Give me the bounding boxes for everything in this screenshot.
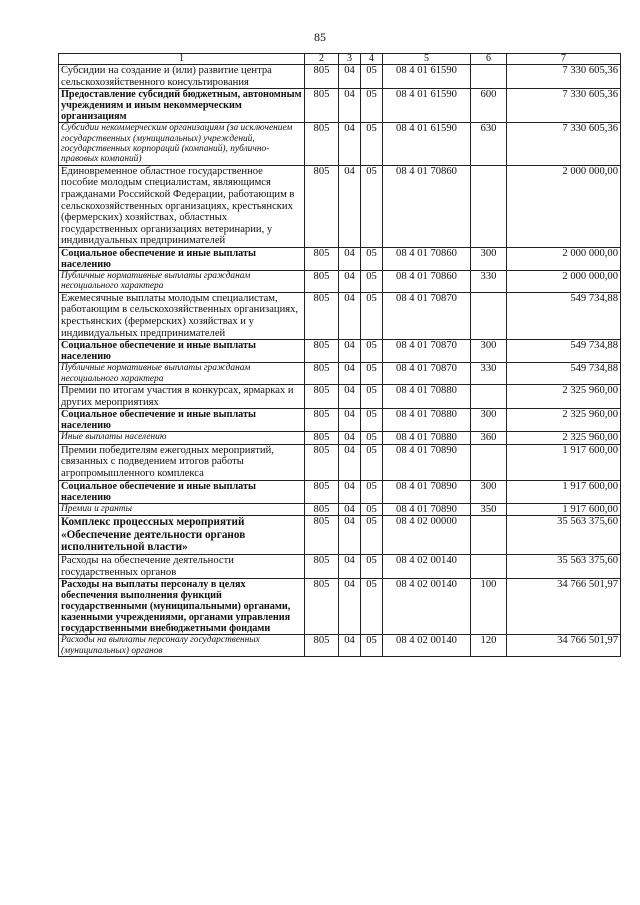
section-code-cell: 04 <box>339 165 361 247</box>
amount-cell: 34 766 501,97 <box>507 579 621 635</box>
table-body <box>59 54 621 657</box>
target-article-code-cell: 08 4 01 70880 <box>383 432 471 445</box>
target-article-code-cell: 08 4 02 00140 <box>383 579 471 635</box>
subsection-code-cell: 05 <box>361 503 383 516</box>
subsection-code-cell: 05 <box>361 554 383 578</box>
target-article-code-cell: 08 4 01 61590 <box>383 89 471 123</box>
table-row <box>59 409 621 432</box>
table-row <box>59 516 621 555</box>
target-article-code-cell: 08 4 01 70870 <box>383 292 471 339</box>
header-cell: 1 <box>59 54 305 65</box>
ministry-code-cell: 805 <box>305 247 339 270</box>
header-cell: 4 <box>361 54 383 65</box>
amount-cell: 549 734,88 <box>507 292 621 339</box>
amount-cell: 35 563 375,60 <box>507 554 621 578</box>
amount-cell: 7 330 605,36 <box>507 65 621 89</box>
subsection-code-cell: 05 <box>361 247 383 270</box>
ministry-code-cell: 805 <box>305 65 339 89</box>
table-row <box>59 432 621 445</box>
table-row <box>59 444 621 480</box>
section-code-cell: 04 <box>339 247 361 270</box>
section-code-cell: 04 <box>339 65 361 89</box>
subsection-code-cell: 05 <box>361 444 383 480</box>
subsection-code-cell: 05 <box>361 292 383 339</box>
target-article-code-cell: 08 4 02 00000 <box>383 516 471 555</box>
amount-cell: 549 734,88 <box>507 340 621 363</box>
ministry-code-cell: 805 <box>305 340 339 363</box>
amount-cell: 1 917 600,00 <box>507 503 621 516</box>
ministry-code-cell: 805 <box>305 635 339 657</box>
subsection-code-cell: 05 <box>361 409 383 432</box>
ministry-code-cell: 805 <box>305 554 339 578</box>
row-name-cell: Расходы на выплаты персоналу государственных (муниципальных) органов <box>59 635 305 657</box>
header-cell: 2 <box>305 54 339 65</box>
row-name-cell: Единовременное областное государственное пособие молодым специалистам, являющимся гражданами Российской Федерации, работающим в сельскохозяйственных организациях, крестьянских (фермерских) хозяйствах, областных государственных организациях ветеринарии, у индивидуальных предпринимателей <box>59 165 305 247</box>
table-row <box>59 579 621 635</box>
table-row <box>59 503 621 516</box>
expense-type-code-cell: 630 <box>471 123 507 166</box>
row-name-cell: Расходы на обеспечение деятельности государственных органов <box>59 554 305 578</box>
amount-cell: 7 330 605,36 <box>507 123 621 166</box>
amount-cell: 7 330 605,36 <box>507 89 621 123</box>
subsection-code-cell: 05 <box>361 165 383 247</box>
row-name-cell: Субсидии некоммерческим организациям (за исключением государственных (муниципальных) учреждений, государственных корпораций (компаний), публично-правовых компаний) <box>59 123 305 166</box>
ministry-code-cell: 805 <box>305 363 339 385</box>
amount-cell: 2 000 000,00 <box>507 270 621 292</box>
amount-cell: 2 325 960,00 <box>507 384 621 408</box>
expense-type-code-cell: 120 <box>471 635 507 657</box>
expense-type-code-cell <box>471 554 507 578</box>
target-article-code-cell: 08 4 01 70870 <box>383 363 471 385</box>
subsection-code-cell: 05 <box>361 432 383 445</box>
subsection-code-cell: 05 <box>361 635 383 657</box>
section-code-cell: 04 <box>339 635 361 657</box>
target-article-code-cell: 08 4 01 70890 <box>383 503 471 516</box>
amount-cell: 1 917 600,00 <box>507 480 621 503</box>
table-row <box>59 340 621 363</box>
subsection-code-cell: 05 <box>361 363 383 385</box>
row-name-cell: Социальное обеспечение и иные выплаты населению <box>59 480 305 503</box>
target-article-code-cell: 08 4 01 70880 <box>383 409 471 432</box>
ministry-code-cell: 805 <box>305 292 339 339</box>
expense-type-code-cell: 300 <box>471 480 507 503</box>
row-name-cell: Премии победителям ежегодных мероприятий, связанных с подведением итогов работы агропромышленного комплекса <box>59 444 305 480</box>
expense-type-code-cell <box>471 65 507 89</box>
section-code-cell: 04 <box>339 409 361 432</box>
section-code-cell: 04 <box>339 432 361 445</box>
row-name-cell: Публичные нормативные выплаты гражданам несоциального характера <box>59 270 305 292</box>
section-code-cell: 04 <box>339 554 361 578</box>
section-code-cell: 04 <box>339 363 361 385</box>
budget-table <box>58 53 621 657</box>
section-code-cell: 04 <box>339 123 361 166</box>
row-name-cell: Премии по итогам участия в конкурсах, ярмарках и других мероприятиях <box>59 384 305 408</box>
ministry-code-cell: 805 <box>305 480 339 503</box>
subsection-code-cell: 05 <box>361 480 383 503</box>
section-code-cell: 04 <box>339 292 361 339</box>
row-name-cell: Комплекс процессных мероприятий «Обеспечение деятельности органов исполнительной власти» <box>59 516 305 555</box>
expense-type-code-cell <box>471 384 507 408</box>
table-row <box>59 165 621 247</box>
target-article-code-cell: 08 4 01 61590 <box>383 65 471 89</box>
target-article-code-cell: 08 4 01 70870 <box>383 340 471 363</box>
target-article-code-cell: 08 4 01 70880 <box>383 384 471 408</box>
target-article-code-cell: 08 4 02 00140 <box>383 554 471 578</box>
target-article-code-cell: 08 4 01 70890 <box>383 480 471 503</box>
row-name-cell: Ежемесячные выплаты молодым специалистам, работающим в сельскохозяйственных организациях, крестьянских (фермерских) хозяйствах и у индивидуальных предпринимателей <box>59 292 305 339</box>
header-cell: 3 <box>339 54 361 65</box>
subsection-code-cell: 05 <box>361 270 383 292</box>
amount-cell: 2 000 000,00 <box>507 247 621 270</box>
subsection-code-cell: 05 <box>361 89 383 123</box>
target-article-code-cell: 08 4 01 61590 <box>383 123 471 166</box>
expense-type-code-cell <box>471 165 507 247</box>
ministry-code-cell: 805 <box>305 432 339 445</box>
expense-type-code-cell: 300 <box>471 409 507 432</box>
amount-cell: 2 325 960,00 <box>507 409 621 432</box>
ministry-code-cell: 805 <box>305 89 339 123</box>
header-cell: 5 <box>383 54 471 65</box>
section-code-cell: 04 <box>339 579 361 635</box>
row-name-cell: Предоставление субсидий бюджетным, автономным учреждениям и иным некоммерческим организациям <box>59 89 305 123</box>
section-code-cell: 04 <box>339 340 361 363</box>
target-article-code-cell: 08 4 01 70860 <box>383 247 471 270</box>
amount-cell: 2 000 000,00 <box>507 165 621 247</box>
section-code-cell: 04 <box>339 516 361 555</box>
ministry-code-cell: 805 <box>305 516 339 555</box>
expense-type-code-cell <box>471 444 507 480</box>
ministry-code-cell: 805 <box>305 384 339 408</box>
ministry-code-cell: 805 <box>305 503 339 516</box>
table-row <box>59 65 621 89</box>
row-name-cell: Иные выплаты населению <box>59 432 305 445</box>
row-name-cell: Социальное обеспечение и иные выплаты населению <box>59 409 305 432</box>
table-row <box>59 363 621 385</box>
amount-cell: 2 325 960,00 <box>507 432 621 445</box>
subsection-code-cell: 05 <box>361 123 383 166</box>
target-article-code-cell: 08 4 01 70860 <box>383 270 471 292</box>
table-row <box>59 123 621 166</box>
row-name-cell: Субсидии на создание и (или) развитие центра сельскохозяйственного консультирования <box>59 65 305 89</box>
expense-type-code-cell: 100 <box>471 579 507 635</box>
table-row <box>59 635 621 657</box>
subsection-code-cell: 05 <box>361 516 383 555</box>
page-number: 85 <box>314 30 326 44</box>
ministry-code-cell: 805 <box>305 444 339 480</box>
target-article-code-cell: 08 4 01 70860 <box>383 165 471 247</box>
table-row <box>59 292 621 339</box>
section-code-cell: 04 <box>339 444 361 480</box>
amount-cell: 34 766 501,97 <box>507 635 621 657</box>
ministry-code-cell: 805 <box>305 409 339 432</box>
expense-type-code-cell: 600 <box>471 89 507 123</box>
row-name-cell: Расходы на выплаты персоналу в целях обеспечения выполнения функций государственными (муниципальными) органами, казенными учреждениями, органами управления государственными внебюджетными фондами <box>59 579 305 635</box>
row-name-cell: Публичные нормативные выплаты гражданам несоциального характера <box>59 363 305 385</box>
subsection-code-cell: 05 <box>361 384 383 408</box>
row-name-cell: Социальное обеспечение и иные выплаты населению <box>59 340 305 363</box>
subsection-code-cell: 05 <box>361 65 383 89</box>
expense-type-code-cell: 360 <box>471 432 507 445</box>
subsection-code-cell: 05 <box>361 340 383 363</box>
header-cell: 6 <box>471 54 507 65</box>
ministry-code-cell: 805 <box>305 165 339 247</box>
subsection-code-cell: 05 <box>361 579 383 635</box>
expense-type-code-cell <box>471 292 507 339</box>
header-cell: 7 <box>507 54 621 65</box>
row-name-cell: Премии и гранты <box>59 503 305 516</box>
row-name-cell: Социальное обеспечение и иные выплаты населению <box>59 247 305 270</box>
section-code-cell: 04 <box>339 89 361 123</box>
ministry-code-cell: 805 <box>305 579 339 635</box>
expense-type-code-cell <box>471 516 507 555</box>
table-row <box>59 89 621 123</box>
table-row <box>59 270 621 292</box>
ministry-code-cell: 805 <box>305 270 339 292</box>
section-code-cell: 04 <box>339 270 361 292</box>
section-code-cell: 04 <box>339 503 361 516</box>
expense-type-code-cell: 300 <box>471 247 507 270</box>
ministry-code-cell: 805 <box>305 123 339 166</box>
section-code-cell: 04 <box>339 384 361 408</box>
expense-type-code-cell: 330 <box>471 363 507 385</box>
header-row <box>59 54 621 65</box>
target-article-code-cell: 08 4 01 70890 <box>383 444 471 480</box>
table-row <box>59 384 621 408</box>
table-row <box>59 247 621 270</box>
section-code-cell: 04 <box>339 480 361 503</box>
expense-type-code-cell: 350 <box>471 503 507 516</box>
expense-type-code-cell: 300 <box>471 340 507 363</box>
table-row <box>59 480 621 503</box>
amount-cell: 35 563 375,60 <box>507 516 621 555</box>
amount-cell: 1 917 600,00 <box>507 444 621 480</box>
expense-type-code-cell: 330 <box>471 270 507 292</box>
target-article-code-cell: 08 4 02 00140 <box>383 635 471 657</box>
amount-cell: 549 734,88 <box>507 363 621 385</box>
table-row <box>59 554 621 578</box>
